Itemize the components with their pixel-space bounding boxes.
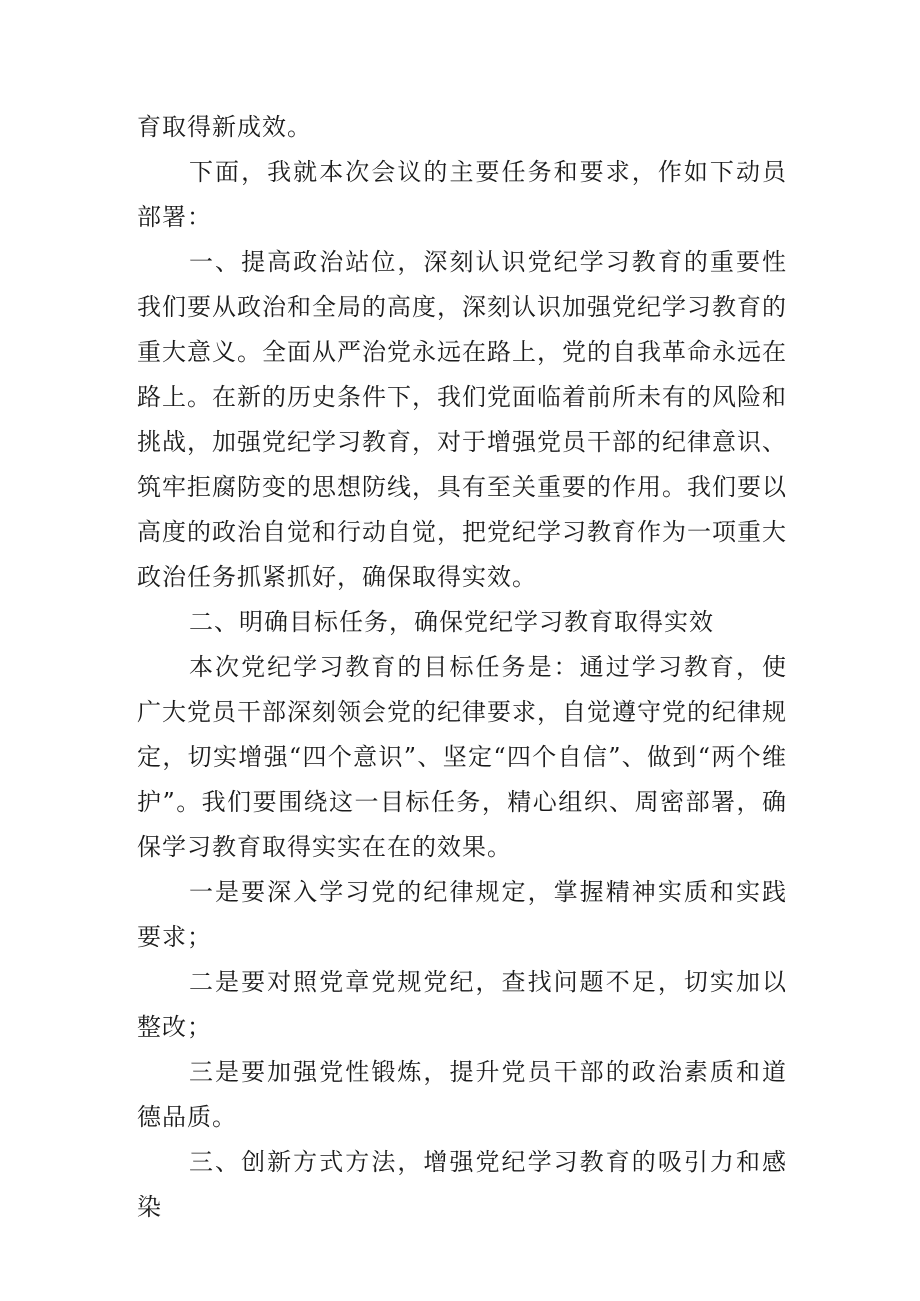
document-body <box>137 105 787 1230</box>
list-item-first: 一是要深入学习党的纪律规定，掌握精神实质和实践要求； <box>137 878 787 951</box>
paragraph-intro: 下面，我就本次会议的主要任务和要求，作如下动员部署： <box>137 158 787 231</box>
paragraph-goals: 本次党纪学习教育的目标任务是：通过学习教育，使广大党员干部深刻领会党的纪律要求，自觉遵守党的纪律规定，切实增强“四个意识”、坚定“四个自信”、做到“两个维护”。我们要围绕这一目标任务，精心组织、周密部署，确保学习教育取得实实在在的效果。 <box>137 653 787 861</box>
list-item-third: 三是要加强党性锻炼，提升党员干部的政治素质和道德品质。 <box>137 1058 787 1131</box>
heading-section-three: 三、创新方式方法，增强党纪学习教育的吸引力和感染 <box>137 1148 787 1221</box>
paragraph-continuation: 育取得新成效。 <box>137 113 312 141</box>
list-item-second: 二是要对照党章党规党纪，查找问题不足，切实加以整改； <box>137 968 787 1041</box>
paragraph-section-one: 一、提高政治站位，深刻认识党纪学习教育的重要性我们要从政治和全局的高度，深刻认识加强党纪学习教育的重大意义。全面从严治党永远在路上，党的自我革命永远在路上。在新的历史条件下，我们党面临着前所未有的风险和挑战，加强党纪学习教育，对于增强党员干部的纪律意识、筑牢拒腐防变的思想防线，具有至关重要的作用。我们要以高度的政治自觉和行动自觉，把党纪学习教育作为一项重大政治任务抓紧抓好，确保取得实效。 <box>137 248 787 591</box>
heading-section-two: 二、明确目标任务，确保党纪学习教育取得实效 <box>189 608 714 636</box>
